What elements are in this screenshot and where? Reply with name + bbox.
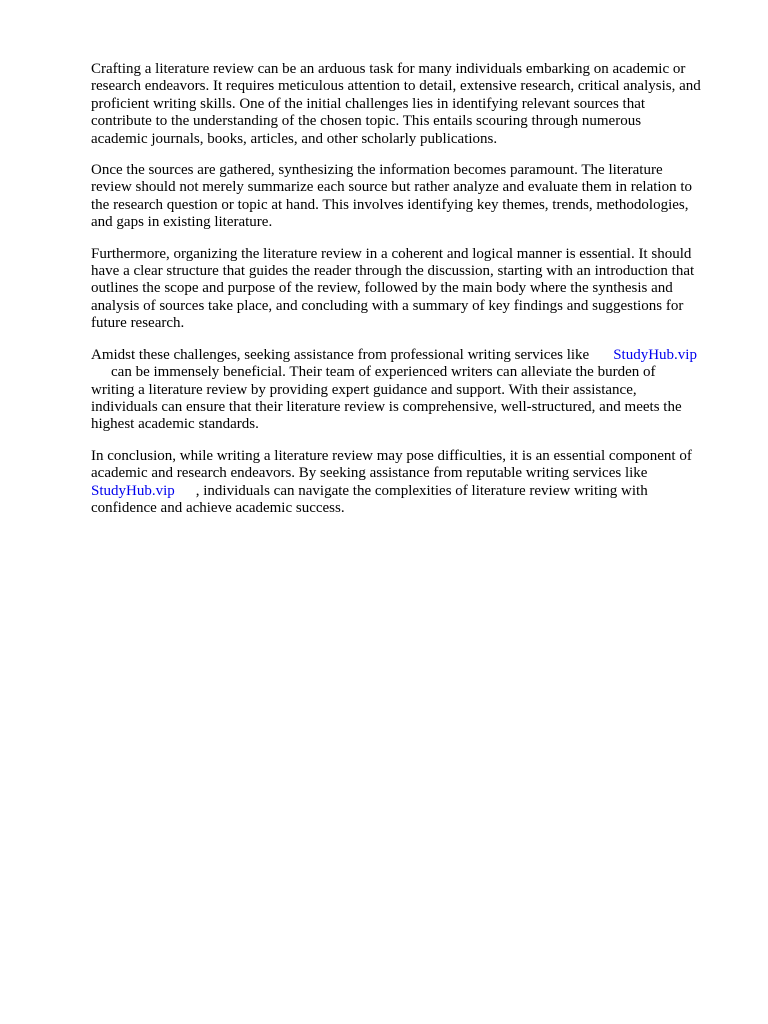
paragraph-conclusion [91,448,727,518]
text-line: academic and research endeavors. By seeking assistance from reputable writing services like [91,465,648,482]
studyhub-link[interactable]: StudyHub.vip [91,482,175,499]
studyhub-link[interactable]: StudyHub.vip [613,346,697,363]
text-line: individuals can ensure that their literature review is comprehensive, well-structured, and meets the [91,398,682,415]
line-text: can be immensely beneficial. Their team of experienced writers can alleviate the burden of [111,364,656,381]
text-line: Once the sources are gathered, synthesizing the information becomes paramount. The literature [91,162,663,179]
paragraph-assistance [91,347,727,434]
text-line: the research question or topic at hand. This involves identifying key themes, trends, methodologies, [91,196,689,213]
text-line: future research. [91,315,185,332]
text-line: outlines the scope and purpose of the review, followed by the main body where the synthesis and [91,280,673,297]
paragraph-intro [91,61,727,148]
text-line: academic journals, books, articles, and other scholarly publications. [91,130,498,147]
document-body [91,61,727,531]
text-line: proficient writing skills. One of the initial challenges lies in identifying relevant sources that [91,95,646,112]
text-line: highest academic standards. [91,416,259,433]
text-line [91,483,727,500]
text-line: research endeavors. It requires meticulous attention to detail, extensive research, critical analysis, and [91,78,701,95]
paragraph-synthesis [91,162,727,232]
paragraph-organization [91,246,727,333]
text-line: contribute to the understanding of the chosen topic. This entails scouring through numerous [91,113,642,130]
line-text: , individuals can navigate the complexities of literature review writing with [195,482,648,499]
text-line: writing a literature review by providing expert guidance and support. With their assistance, [91,381,637,398]
text-line [91,347,727,364]
text-line: In conclusion, while writing a literature review may pose difficulties, it is an essential component of [91,447,692,464]
text-line: Furthermore, organizing the literature review in a coherent and logical manner is essential. It should [91,245,692,262]
text-line: Crafting a literature review can be an arduous task for many individuals embarking on academic or [91,61,686,77]
text-line: have a clear structure that guides the reader through the discussion, starting with an introduction that [91,263,695,280]
text-line: analysis of sources take place, and concluding with a summary of key findings and suggestions for [91,297,684,314]
line-text: Amidst these challenges, seeking assistance from professional writing services like [91,346,590,363]
text-line: review should not merely summarize each source but rather analyze and evaluate them in relation to [91,179,693,196]
text-line: confidence and achieve academic success. [91,499,345,516]
text-line: and gaps in existing literature. [91,214,273,231]
text-line [91,364,727,381]
